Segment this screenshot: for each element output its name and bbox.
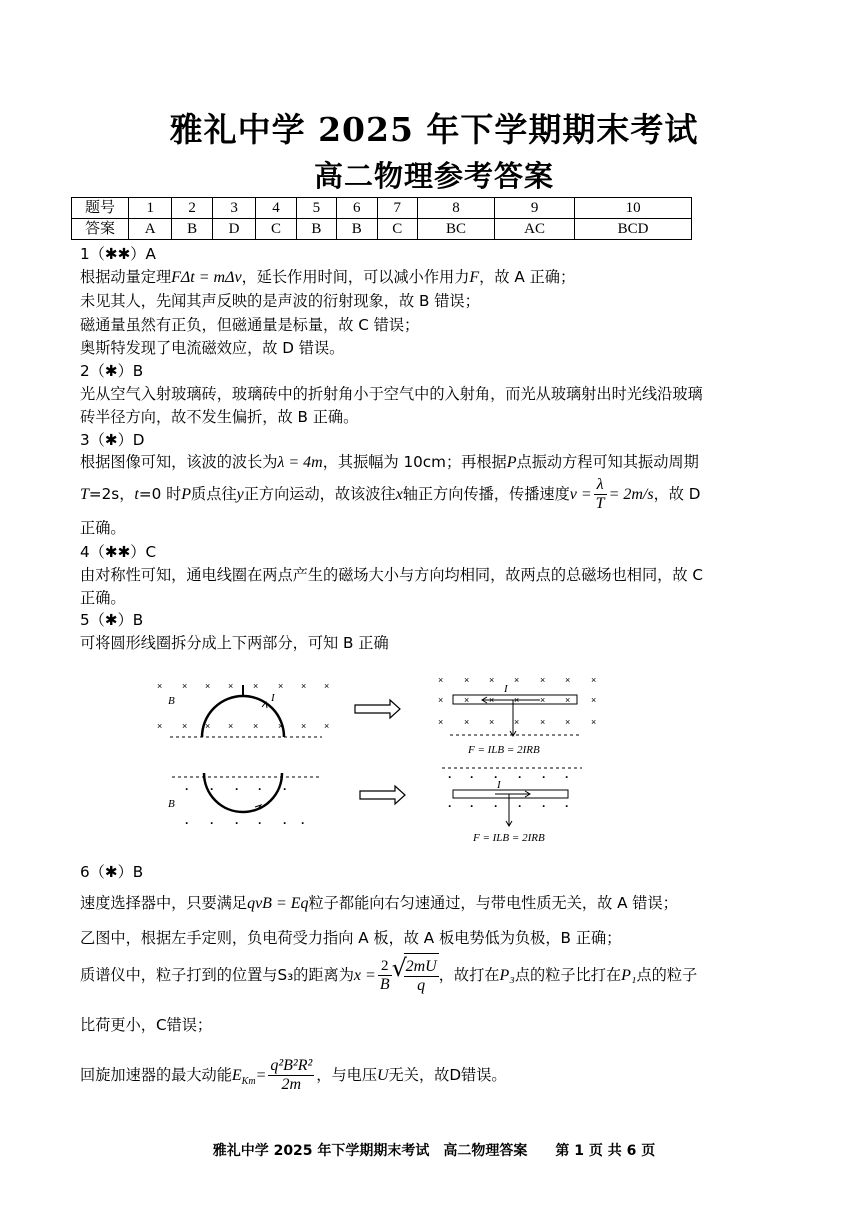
svg-text:·: · — [283, 816, 287, 830]
page-footer: 雅礼中学 2025 年下学期期末考试 高二物理答案 第 1 页 共 6 页 — [212, 1143, 656, 1159]
svg-text:×: × — [591, 675, 597, 685]
answer-table — [71, 197, 692, 240]
q1-heading: 1（✱✱）A — [80, 245, 156, 263]
answer-cell: D — [212, 219, 255, 240]
variable: F — [469, 269, 480, 286]
variable: t — [134, 486, 139, 503]
numerator: √ 2mU — [405, 958, 437, 975]
svg-text:×: × — [205, 681, 211, 691]
q4-line-2: 正确。 — [80, 589, 126, 607]
question-number: 4 — [256, 198, 296, 219]
q6-line-1 — [80, 892, 795, 915]
text: 无关，故D错误。 — [388, 1066, 507, 1084]
svg-text:×: × — [278, 681, 284, 691]
svg-text:·: · — [518, 799, 522, 813]
svg-text:·: · — [542, 770, 546, 784]
text: 根据动量定理 — [80, 268, 172, 286]
svg-text:×: × — [565, 717, 571, 727]
q1-line-1 — [80, 266, 795, 289]
text: 轴正方向传播，传播速度 — [402, 485, 570, 503]
svg-text:×: × — [489, 675, 495, 685]
table-row — [72, 219, 692, 240]
variable: P — [181, 486, 192, 503]
q3-line-1 — [80, 451, 795, 474]
svg-text:·: · — [494, 770, 498, 784]
svg-text:×: × — [464, 717, 470, 727]
svg-text:·: · — [283, 782, 287, 796]
denominator: q — [417, 977, 426, 994]
svg-text:·: · — [470, 799, 474, 813]
text: ，与电压 — [316, 1066, 378, 1084]
question-number: 7 — [377, 198, 417, 219]
text: =0 时 — [138, 485, 182, 503]
equation: = 2m/s — [608, 486, 654, 503]
q6-line-5 — [80, 1055, 795, 1102]
field-label-b: B — [168, 798, 175, 810]
subscript: Km — [241, 1076, 256, 1088]
answer-cell: C — [256, 219, 296, 240]
variable: T — [80, 486, 89, 503]
text: 正方向运动，故该波往 — [243, 485, 396, 503]
svg-text:×: × — [205, 721, 211, 731]
variable: E — [231, 1067, 242, 1084]
question-number: 1 — [129, 198, 172, 219]
svg-text:×: × — [540, 675, 546, 685]
svg-text:·: · — [470, 770, 474, 784]
lower-semicircle — [204, 773, 282, 812]
coil-diagram — [140, 665, 610, 850]
answer-cell: BCD — [575, 219, 692, 240]
question-number: 8 — [417, 198, 494, 219]
fraction — [378, 957, 392, 994]
q5-heading: 5（✱）B — [80, 611, 144, 629]
row-label: 答案 — [72, 219, 129, 240]
svg-text:·: · — [301, 816, 305, 830]
q3-heading: 3（✱）D — [80, 431, 145, 449]
text: 质谱仪中，粒子打到的位置与S₃的距离为 — [80, 966, 354, 984]
current-label-i: I — [504, 683, 508, 695]
answer-cell: AC — [495, 219, 575, 240]
svg-text:×: × — [565, 675, 571, 685]
svg-text:×: × — [438, 675, 444, 685]
question-number: 5 — [296, 198, 336, 219]
q3-line-2 — [80, 474, 795, 515]
svg-text:×: × — [540, 717, 546, 727]
q2-line-2: 砖半径方向，故不发生偏折，故 B 正确。 — [80, 408, 359, 426]
text: 点振动方程可知其振动周期 — [516, 453, 699, 471]
svg-text:×: × — [228, 721, 234, 731]
q6-heading: 6（✱）B — [80, 863, 144, 881]
question-number: 2 — [172, 198, 212, 219]
svg-text:·: · — [565, 770, 569, 784]
variable: P₁ — [621, 967, 637, 984]
current-label-i: I — [497, 779, 501, 791]
svg-text:×: × — [253, 681, 259, 691]
question-number: 6 — [337, 198, 377, 219]
svg-text:×: × — [301, 681, 307, 691]
svg-text:·: · — [565, 799, 569, 813]
svg-text:·: · — [518, 770, 522, 784]
svg-text:×: × — [540, 695, 546, 705]
force-formula-bottom: F = ILB = 2IRB — [473, 832, 545, 844]
text: 点的粒子比打在 — [514, 966, 622, 984]
answer-cell: B — [296, 219, 336, 240]
q6-line-2: 乙图中，根据左手定则，负电荷受力指向 A 板，故 A 板电势低为负极，B 正确； — [80, 929, 622, 947]
svg-text:×: × — [565, 695, 571, 705]
svg-text:×: × — [324, 681, 330, 691]
fraction — [404, 958, 439, 995]
svg-text:·: · — [210, 816, 214, 830]
answer-cell: A — [129, 219, 172, 240]
equation: x = — [353, 967, 376, 984]
q1-line-4: 奥斯特发现了电流磁效应，故 D 错误。 — [80, 339, 345, 357]
variable: P₃ — [499, 967, 515, 984]
text: 根据图像可知，该波的波长为 — [80, 453, 278, 471]
q2-heading: 2（✱）B — [80, 362, 144, 380]
answer-cell: BC — [417, 219, 494, 240]
svg-text:×: × — [489, 717, 495, 727]
fraction — [594, 476, 607, 513]
svg-text:×: × — [591, 717, 597, 727]
row-label: 题号 — [72, 198, 129, 219]
exam-subtitle: 高二物理参考答案 — [313, 159, 554, 193]
q6-line-4: 比荷更小，C错误； — [80, 1016, 213, 1034]
q6-line-3 — [80, 953, 795, 998]
svg-text:·: · — [210, 782, 214, 796]
q5-line-1: 可将圆形线圈拆分成上下两部分，可知 B 正确 — [80, 634, 389, 652]
text: ，故打在 — [438, 966, 500, 984]
svg-text:×: × — [301, 721, 307, 731]
q4-line-1: 由对称性可知，通电线圈在两点产生的磁场大小与方向均相同，故两点的总磁场也相同，故 C — [80, 566, 703, 584]
right-arrow-icon — [355, 700, 400, 718]
answer-cell: B — [172, 219, 212, 240]
q1-line-2: 未见其人，先闻其声反映的是声波的衍射现象，故 B 错误； — [80, 292, 480, 310]
svg-text:·: · — [258, 782, 262, 796]
q4-heading: 4（✱✱）C — [80, 543, 157, 561]
svg-text:·: · — [185, 782, 189, 796]
svg-text:·: · — [258, 816, 262, 830]
q1-line-3: 磁通量虽然有正负，但磁通量是标量，故 C 错误； — [80, 316, 420, 334]
svg-text:×: × — [182, 721, 188, 731]
svg-text:×: × — [489, 695, 495, 705]
answer-cell: B — [337, 219, 377, 240]
variable: y — [236, 486, 244, 503]
current-label-i: I — [271, 692, 275, 704]
svg-text:×: × — [157, 721, 163, 731]
equation: v = — [569, 486, 592, 503]
equation: FΔt = mΔv — [171, 269, 242, 286]
svg-text:·: · — [542, 799, 546, 813]
denominator: B — [379, 976, 390, 993]
text: 回旋加速器的最大动能 — [80, 1066, 232, 1084]
svg-text:·: · — [235, 782, 239, 796]
text: 速度选择器中，只要满足 — [80, 894, 248, 912]
variable: U — [377, 1067, 389, 1084]
field-label-b: B — [168, 695, 175, 707]
question-number: 10 — [575, 198, 692, 219]
text: ，故 D — [653, 485, 701, 503]
lower-half-field — [185, 782, 305, 830]
question-number: 3 — [212, 198, 255, 219]
force-formula-top: F = ILB = 2IRB — [468, 744, 540, 756]
svg-text:×: × — [253, 721, 259, 731]
numerator: q²B²R² — [270, 1057, 313, 1074]
svg-text:×: × — [182, 681, 188, 691]
svg-text:×: × — [514, 695, 520, 705]
svg-text:·: · — [235, 816, 239, 830]
upper-equivalent-field — [438, 675, 596, 727]
numerator: λ — [594, 476, 607, 495]
q2-line-1: 光从空气入射玻璃砖，玻璃砖中的折射角小于空气中的入射角，而光从玻璃射出时光线沿玻璃 — [80, 385, 703, 403]
text: =2s， — [88, 485, 135, 503]
question-number: 9 — [495, 198, 575, 219]
svg-text:×: × — [591, 695, 597, 705]
variable: P — [506, 454, 517, 471]
svg-text:×: × — [514, 675, 520, 685]
answer-cell: C — [377, 219, 417, 240]
svg-text:×: × — [438, 695, 444, 705]
denominator: 2m — [281, 1076, 302, 1093]
equation: qvB = Eq — [247, 895, 309, 912]
text: 粒子都能向右匀速通过，与带电性质无关，故 A 错误； — [308, 894, 678, 912]
text: 质点往 — [191, 485, 237, 503]
svg-text:·: · — [494, 799, 498, 813]
svg-text:×: × — [278, 721, 284, 731]
text: ，延长作用时间，可以减小作用力 — [241, 268, 470, 286]
svg-text:·: · — [185, 816, 189, 830]
svg-text:×: × — [438, 717, 444, 727]
right-arrow-icon — [360, 786, 405, 804]
svg-text:×: × — [464, 695, 470, 705]
q3-line-3: 正确。 — [80, 519, 126, 537]
text: ，故 A 正确； — [479, 268, 576, 286]
equation: = — [255, 1067, 267, 1084]
exam-title: 雅礼中学 2025 年下学期期末考试 — [169, 110, 699, 149]
svg-text:×: × — [157, 681, 163, 691]
svg-text:×: × — [324, 721, 330, 731]
svg-text:·: · — [448, 799, 452, 813]
denominator: T — [595, 495, 605, 512]
square-root — [404, 953, 439, 998]
text: 点的粒子 — [636, 966, 698, 984]
svg-text:·: · — [448, 770, 452, 784]
fraction — [268, 1057, 314, 1094]
numerator: 2 — [378, 957, 392, 976]
svg-text:×: × — [514, 717, 520, 727]
svg-text:×: × — [464, 675, 470, 685]
variable: x — [395, 486, 403, 503]
text: ，其振幅为 10cm；再根据 — [322, 453, 507, 471]
svg-text:×: × — [228, 681, 234, 691]
equation: λ = 4m — [277, 454, 323, 471]
table-row — [72, 198, 692, 219]
